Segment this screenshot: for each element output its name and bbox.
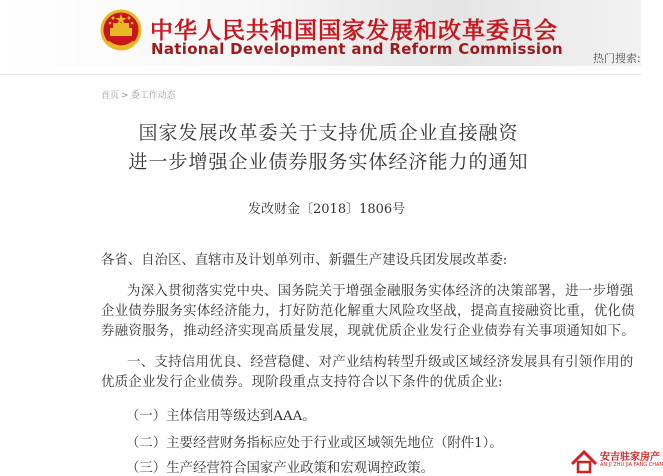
list-item: （三）生产经营符合国家产业政策和宏观调控政策。 <box>126 461 434 476</box>
article-title-line-2: 进一步增强企业债券服务实体经济能力的通知 <box>128 151 529 173</box>
site-header <box>0 0 641 66</box>
document-number: 发改财金〔2018〕1806号 <box>248 202 406 217</box>
breadcrumb-home-link[interactable]: 首页 <box>101 91 120 101</box>
site-title-cn[interactable]: 中华人民共和国国家发展和改革委员会 <box>150 18 558 44</box>
list-item: （一）主体信用等级达到AAA。 <box>126 409 316 424</box>
breadcrumb <box>101 88 176 101</box>
watermark-text: 安吉驻家房产 <box>600 452 660 463</box>
watermark-subtext: AN JI ZHU JIA FANG CHAN <box>600 462 663 468</box>
section-one-paragraph: 一、支持信用优良、经营稳健、对产业结构转型升级或区域经济发展具有引领作用的优质企业发行企业债券。现阶段重点支持符合以下条件的优质企业: <box>101 355 634 390</box>
article-title-line-1: 国家发展改革委关于支持优质企业直接融资 <box>138 122 519 144</box>
site-title-en[interactable]: National Development and Reform Commission <box>151 40 563 58</box>
breadcrumb-separator: > <box>121 91 129 101</box>
header-divider <box>0 74 641 75</box>
list-item: （二）主要经营财务指标应处于行业或区域领先地位（附件1）。 <box>126 436 503 451</box>
addressee-paragraph: 各省、自治区、直辖市及计划单列市、新疆生产建设兵团发展改革委: <box>101 253 508 268</box>
hot-search-label: 热门搜索: <box>593 52 641 65</box>
national-emblem-icon[interactable] <box>100 8 142 54</box>
intro-paragraph: 为深入贯彻落实党中央、国务院关于增强金融服务实体经济的决策部署，进一步增强企业债券服务实体经济能力，打好防范化解重大风险攻坚战，提高直接融资比重，优化债券融资服务，推动经济实现高质量发展，现就优质企业发行企业债券有关事项通知如下。 <box>101 284 635 339</box>
breadcrumb-section-link[interactable]: 委工作动态 <box>130 91 176 101</box>
